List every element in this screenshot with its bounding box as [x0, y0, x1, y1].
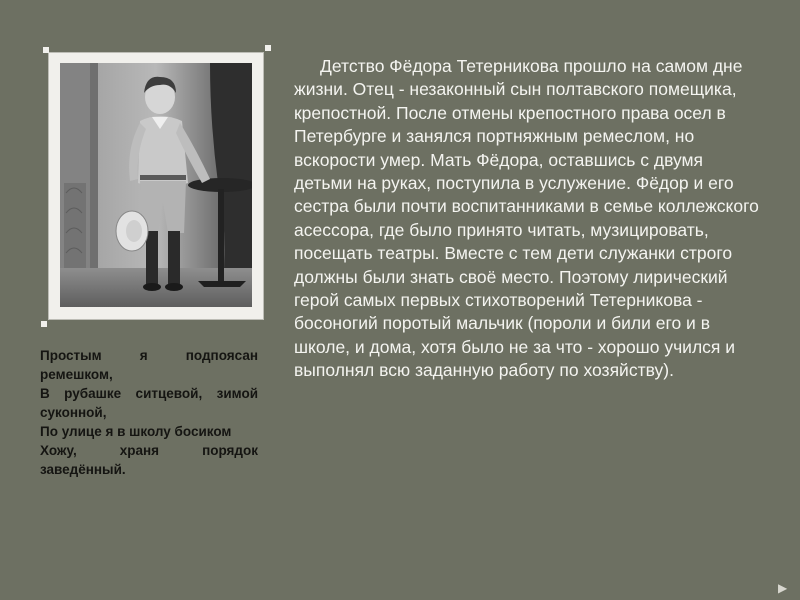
poem-line: Простым я подпоясан ремешком,	[40, 348, 258, 382]
portrait-illustration	[60, 63, 252, 307]
photo-frame	[48, 52, 264, 320]
poem-line: Хожу, храня порядок заведённый.	[40, 443, 258, 477]
chevron-right-icon[interactable]: ▶	[778, 581, 788, 595]
frame-corner-decoration	[265, 45, 271, 51]
poem-line: По улице я в школу босиком	[40, 424, 232, 439]
frame-corner-decoration	[43, 47, 49, 53]
biography-text	[294, 55, 766, 383]
poem-quote	[40, 346, 258, 479]
frame-corner-decoration	[41, 321, 47, 327]
biography-paragraph: Детство Фёдора Тетерникова прошло на самом дне жизни. Отец - незаконный сын полтавского помещика, крепостной. После отмены крепостного права осел в Петербурге и занялся портняжным ремеслом, но вскорости умер. Мать Фёдора, оставшись с двумя детьми на руках, поступила в услужение. Фёдор и его сестра были почти воспитанниками в семье коллежского асессора, где было принято читать, музицировать, посещать театры. Вместе с тем дети служанки строго должны были знать своё место. Поэтому лирический герой самых первых стихотворений Тетерникова - босоногий поротый мальчик (пороли и били его и в школе, и дома, хотя было не за что - хорошо учился и выполнял всю заданную работу по хозяйству).	[294, 56, 759, 381]
poem-line: В рубашке ситцевой, зимой суконной,	[40, 386, 258, 420]
portrait-photo	[60, 63, 252, 307]
